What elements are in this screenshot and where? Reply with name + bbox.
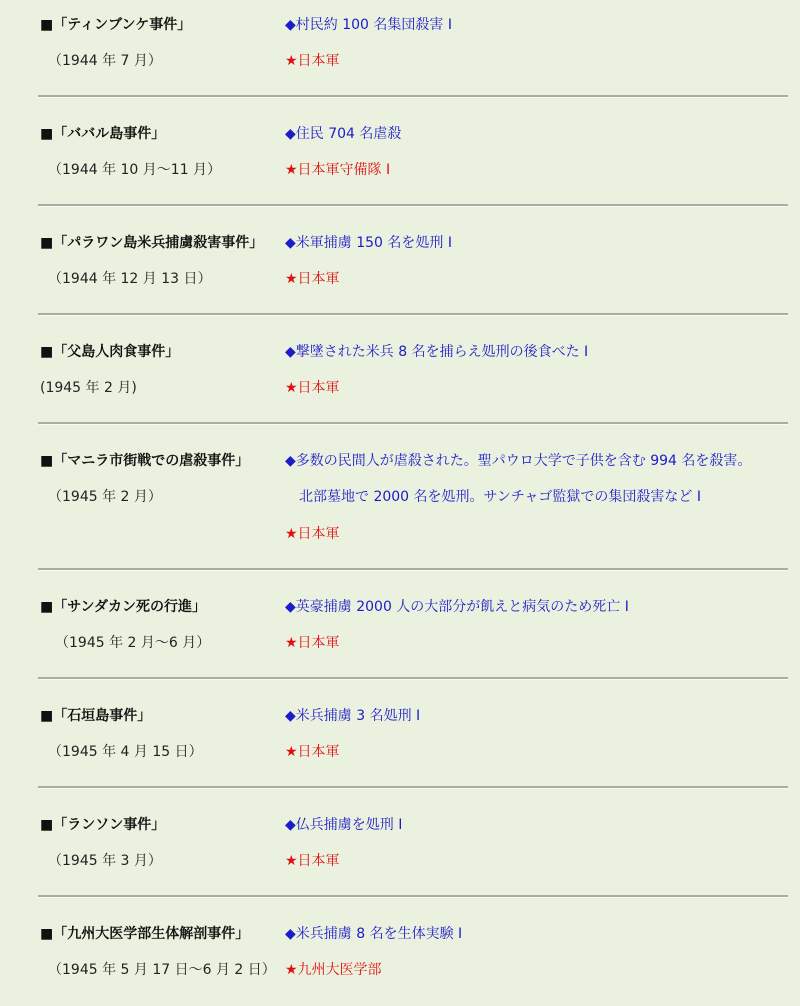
- incident-description: ◆米兵捕虜 3 名処刑 I: [285, 708, 421, 724]
- section-divider: [38, 422, 788, 425]
- incident-title: ■「サンダカン死の行進」: [40, 599, 206, 615]
- section-divider: [38, 895, 788, 898]
- incident-title: ■「九州大医学部生体解剖事件」: [40, 926, 250, 942]
- incident-perpetrator: ★日本軍: [285, 380, 340, 396]
- section-divider: [38, 95, 788, 98]
- incident-perpetrator: ★日本軍: [285, 53, 340, 69]
- incident-date: （1945 年 2 月～6 月）: [55, 635, 211, 651]
- incident-date: （1945 年 4 月 15 日）: [48, 744, 203, 760]
- incident-description-continued: 北部墓地で 2000 名を処刑。サンチャゴ監獄での集団殺害など I: [299, 489, 701, 505]
- incident-title: ■「ババル島事件」: [40, 126, 166, 142]
- incident-date: （1944 年 12 月 13 日）: [48, 271, 212, 287]
- incident-perpetrator: ★日本軍: [285, 635, 340, 651]
- incident-description: ◆米軍捕虜 150 名を処刑 I: [285, 235, 452, 251]
- incident-title: ■「パラワン島米兵捕虜殺害事件」: [40, 235, 264, 251]
- incident-date: （1945 年 3 月）: [48, 853, 162, 869]
- incident-date: （1944 年 10 月～11 月）: [48, 162, 222, 178]
- section-divider: [38, 677, 788, 680]
- incident-perpetrator: ★日本軍: [285, 526, 340, 542]
- incident-description: ◆英豪捕虜 2000 人の大部分が飢えと病気のため死亡 I: [285, 599, 629, 615]
- section-divider: [38, 786, 788, 789]
- section-divider: [38, 568, 788, 571]
- incident-perpetrator: ★九州大医学部: [285, 962, 382, 978]
- incident-perpetrator: ★日本軍守備隊 I: [285, 162, 391, 178]
- incident-perpetrator: ★日本軍: [285, 744, 340, 760]
- incident-title: ■「石垣島事件」: [40, 708, 152, 724]
- incident-title: ■「ランソン事件」: [40, 817, 166, 833]
- incident-title: ■「ティンブンケ事件」: [40, 17, 192, 33]
- incident-date: (1945 年 2 月): [40, 380, 137, 396]
- incident-date: （1945 年 2 月）: [48, 489, 162, 505]
- incident-title: ■「父島人肉食事件」: [40, 344, 180, 360]
- incident-title: ■「マニラ市街戦での虐殺事件」: [40, 453, 250, 469]
- incident-perpetrator: ★日本軍: [285, 853, 340, 869]
- incident-description: ◆村民約 100 名集団殺害 I: [285, 17, 452, 33]
- incident-description: ◆多数の民間人が虐殺された。聖パウロ大学で子供を含む 994 名を殺害。: [285, 453, 752, 469]
- incident-description: ◆撃墜された米兵 8 名を捕らえ処刑の後食べた I: [285, 344, 589, 360]
- section-divider: [38, 313, 788, 316]
- incident-date: （1944 年 7 月）: [48, 53, 162, 69]
- incident-description: ◆米兵捕虜 8 名を生体実験 I: [285, 926, 463, 942]
- section-divider: [38, 204, 788, 207]
- incident-description: ◆住民 704 名虐殺: [285, 126, 402, 142]
- incident-date: （1945 年 5 月 17 日～6 月 2 日）: [48, 962, 276, 978]
- incident-perpetrator: ★日本軍: [285, 271, 340, 287]
- incident-description: ◆仏兵捕虜を処刑 I: [285, 817, 403, 833]
